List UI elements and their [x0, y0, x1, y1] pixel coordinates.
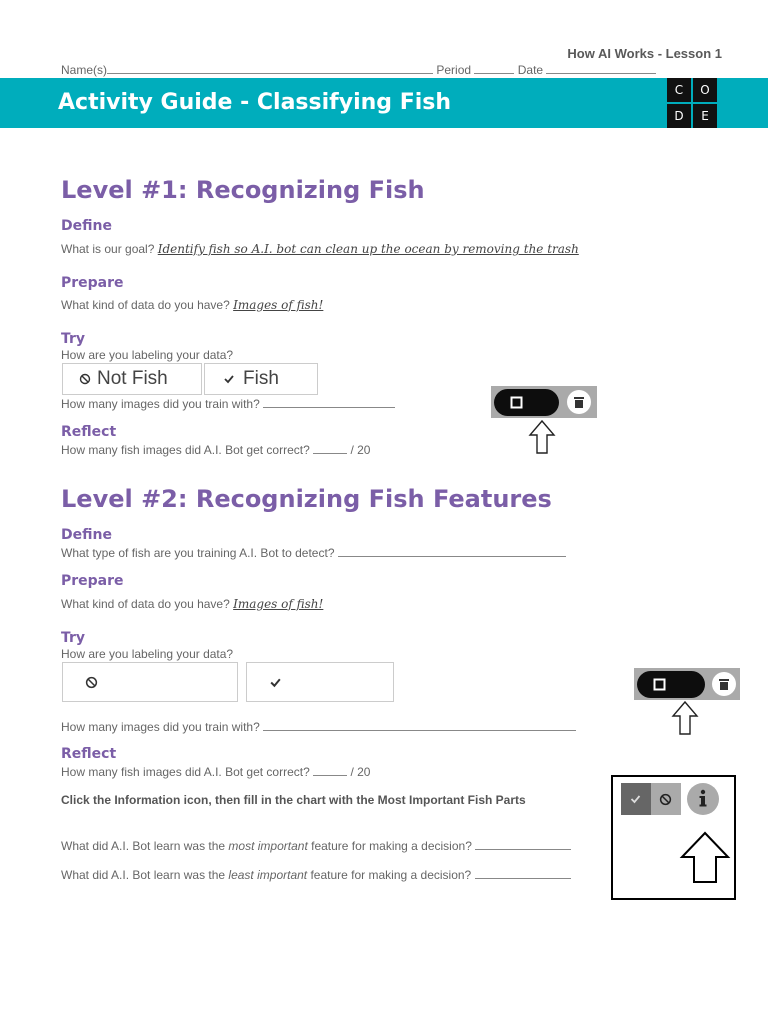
period-blank[interactable]	[474, 62, 514, 74]
level1-reflect-question	[61, 442, 370, 457]
info-icon-figure	[611, 775, 736, 900]
level2-define-label: Define	[61, 527, 112, 543]
trash-icon	[573, 395, 585, 409]
not-fish-button[interactable]	[62, 363, 202, 395]
level1-prepare-question	[61, 298, 323, 312]
instruction-text: Click the Information icon, then fill in the chart with the Most Important Fish Parts	[61, 793, 526, 807]
name-label: Name(s)	[61, 63, 108, 77]
level2-train-question	[61, 719, 576, 734]
check-icon	[269, 676, 282, 689]
logo-letter: E	[693, 104, 717, 128]
level1-try-label: Try	[61, 331, 86, 347]
check-icon	[629, 793, 642, 805]
arrow-up-icon	[671, 700, 699, 736]
label-toggle	[621, 783, 681, 815]
code-logo	[667, 78, 717, 128]
arrow-up-icon	[679, 831, 731, 885]
answer-blank[interactable]	[475, 838, 571, 850]
question-emphasis: most important	[228, 839, 308, 853]
level2-define-question	[61, 545, 566, 560]
level1-train-question	[61, 396, 395, 411]
tool-toolbar	[634, 668, 740, 700]
lesson-label: How AI Works - Lesson 1	[567, 46, 722, 61]
stop-button[interactable]	[494, 389, 559, 416]
period-label: Period	[436, 63, 472, 77]
not-fish-label: Not Fish	[97, 368, 168, 389]
total-text: / 20	[350, 765, 371, 779]
question-text: How many images did you train with?	[61, 397, 260, 411]
label-buttons	[62, 363, 318, 395]
check-button[interactable]	[246, 662, 394, 702]
level1-try-question: How are you labeling your data?	[61, 348, 234, 362]
most-important-question	[61, 838, 571, 853]
handwritten-answer: Identify fish so A.I. bot can clean up the ocean by removing the trash	[157, 242, 579, 256]
question-text: feature for making a decision?	[307, 868, 472, 882]
date-blank[interactable]	[546, 62, 656, 74]
least-important-question	[61, 867, 571, 882]
tool-toolbar	[491, 386, 597, 418]
answer-blank[interactable]	[338, 545, 566, 557]
name-blank[interactable]	[107, 62, 433, 74]
question-text: What kind of data do you have?	[61, 298, 230, 312]
label-buttons-empty	[62, 662, 394, 702]
handwritten-answer: Images of fish!	[233, 298, 324, 312]
level2-try-label: Try	[61, 630, 86, 646]
level1-prepare-label: Prepare	[61, 275, 124, 291]
answer-blank[interactable]	[313, 442, 347, 454]
trash-button[interactable]	[712, 672, 736, 696]
question-text: What type of fish are you training A.I. Bot to detect?	[61, 546, 335, 560]
info-button[interactable]	[687, 783, 719, 815]
ban-icon	[659, 793, 672, 806]
info-icon	[697, 789, 709, 809]
question-text: What kind of data do you have?	[61, 597, 230, 611]
logo-letter: C	[667, 78, 691, 102]
ban-button[interactable]	[62, 662, 238, 702]
level2-heading: Level #2: Recognizing Fish Features	[61, 485, 552, 513]
level2-prepare-question	[61, 597, 323, 611]
answer-blank[interactable]	[475, 867, 571, 879]
question-text: What did A.I. Bot learn was the	[61, 868, 229, 882]
question-text: What did A.I. Bot learn was the	[61, 839, 229, 853]
page-title: Activity Guide - Classifying Fish	[58, 90, 452, 115]
question-emphasis: least important	[228, 868, 308, 882]
ban-icon	[85, 676, 98, 689]
check-icon	[223, 373, 235, 385]
level2-reflect-question	[61, 764, 370, 779]
ban-icon	[79, 373, 91, 385]
stop-button[interactable]	[637, 671, 705, 698]
level2-prepare-label: Prepare	[61, 573, 124, 589]
level1-define-label: Define	[61, 218, 112, 234]
check-toggle[interactable]	[621, 783, 651, 815]
logo-letter: O	[693, 78, 717, 102]
name-period-date-line	[61, 62, 656, 77]
handwritten-answer: Images of fish!	[233, 597, 324, 611]
arrow-up-icon	[528, 419, 556, 455]
fish-button[interactable]	[204, 363, 318, 395]
logo-letter: D	[667, 104, 691, 128]
level2-try-question: How are you labeling your data?	[61, 647, 234, 661]
date-label: Date	[517, 63, 544, 77]
trash-button[interactable]	[567, 390, 591, 414]
question-text: feature for making a decision?	[307, 839, 472, 853]
question-text: How many fish images did A.I. Bot get correct?	[61, 443, 310, 457]
trash-icon	[718, 677, 730, 691]
answer-blank[interactable]	[263, 396, 395, 408]
answer-blank[interactable]	[313, 764, 347, 776]
stop-icon	[510, 396, 523, 409]
stop-icon	[653, 678, 666, 691]
level1-reflect-label: Reflect	[61, 424, 117, 440]
level1-heading: Level #1: Recognizing Fish	[61, 176, 425, 204]
answer-blank[interactable]	[263, 719, 576, 731]
level1-define-question	[61, 242, 579, 256]
fish-label: Fish	[243, 368, 279, 389]
question-text: How many images did you train with?	[61, 720, 260, 734]
total-text: / 20	[350, 443, 371, 457]
question-text: How many fish images did A.I. Bot get correct?	[61, 765, 310, 779]
level2-reflect-label: Reflect	[61, 746, 117, 762]
question-text: What is our goal?	[61, 242, 155, 256]
